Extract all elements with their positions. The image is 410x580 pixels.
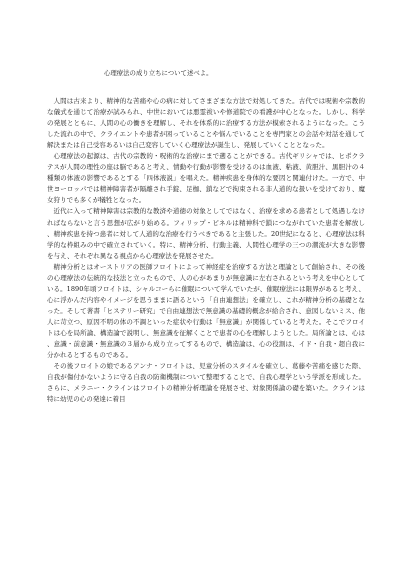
paragraph-intro: 人間は古来より、精神的な苦痛や心の病に対してさまざまな方法で対処してきた。古代では呪術や宗教的な儀式を通じて治療が試みられ、中世においては悪霊祓いや修道院での看護が中心となった。しかし、科学の発展とともに、人間の心の働きを理解し、それを体系的に治療する方法が模索されるようになった。こうした流れの中で、クライエントや患者が困っていることや悩んでいることを専門家との会話や対話を通して解決または自己受容あるいは自己変容していく心理療法が誕生し、発展していくこととなった。 xyxy=(47,97,365,150)
paragraph-later-developments: その後フロイトの娘であるアンナ・フロイトは、児童分析のスタイルを確立し、葛藤や苦痛を感じた際、自我が傷付かないように守る自我の防衛機制について整理することで、自我心理学という学派を形成した。さらに、メラニー・クラインはフロイトの精神分析理論を発展させ、対象関係論の礎を築いた。クラインは特に幼児の心の発達に着目 xyxy=(47,362,365,404)
paragraph-psychoanalysis: 精神分析とはオーストリアの医師フロイトによって神経症を治療する方法と理論として創始され、その後の心理療法の伝統的な技法と立ったもので、人の心があまりが無意識に左右されるという考えを中心としている。1890年頃フロイトは、シャルコーらに催眠について学んでいたが、催眠療法には限界があると考え、心に浮かんだ内容やイメージを思うままに語るという「自由連想法」を確立し、これが精神分析の基礎となった。そして著書「ヒステリー研究」で自由連想法で無意識の基礎的概念が給合され、意図しないミス、他人に苛立つ、原因不明の体の不調といった症状や行動は「無意識」が関係していると考えた。そこでフロイトは心を局所論、構造論で説明し、無意識を征解くことで患者の心を理解しようとした。局所論とは、心は、意識・前意識・無意識の３層から成り立ってするもので、構造論は、心の役割は、イド・自我・超自我に分かれるとするものである。 xyxy=(47,262,365,360)
paragraph-modern-era: 近代に入って精神障害は宗教的な教済や道徳の対象としてではなく、治療を求める患者として処遇しなければならないと言う思想が広がり始める。フィリップ・ピネルは精神科で鎖につながれていた患者を解放し、精神疾患を持つ患者に対して人道的な治療を行うべきであると主張した。20世紀になると、心理療法は科学的な枠組みの中で確立されていく。特に、精神分析、行動主義、人間性心理学の三つの潮流が大きな影響を与え、それぞれ異なる視点から心理療法を発展させた。 xyxy=(47,207,365,260)
document-body xyxy=(47,96,365,405)
document-title: 心理療法の成り立ちについて述べよ。 xyxy=(104,69,213,77)
paragraph-origins: 心理療法の起源は、古代の宗教的・呪術的な治療にまで遡ることができる。古代ギリシャでは、ヒポクラテスが人間の理性の座は脳であると考え、情動や行動が影響を受けるのは血液、粘液、黄胆汁、黒胆汁の４種類の体液の影響であるとする「四体液説」を唱えた。精神疾患を身体的な要因と関連付けた。一方で、中世ヨーロッパでは精神障害者が隔離され手錠、足枷、鎖などで拘束される非人道的な扱いを受けており、魔女狩りでも多くが犠牲となった。 xyxy=(47,152,365,205)
